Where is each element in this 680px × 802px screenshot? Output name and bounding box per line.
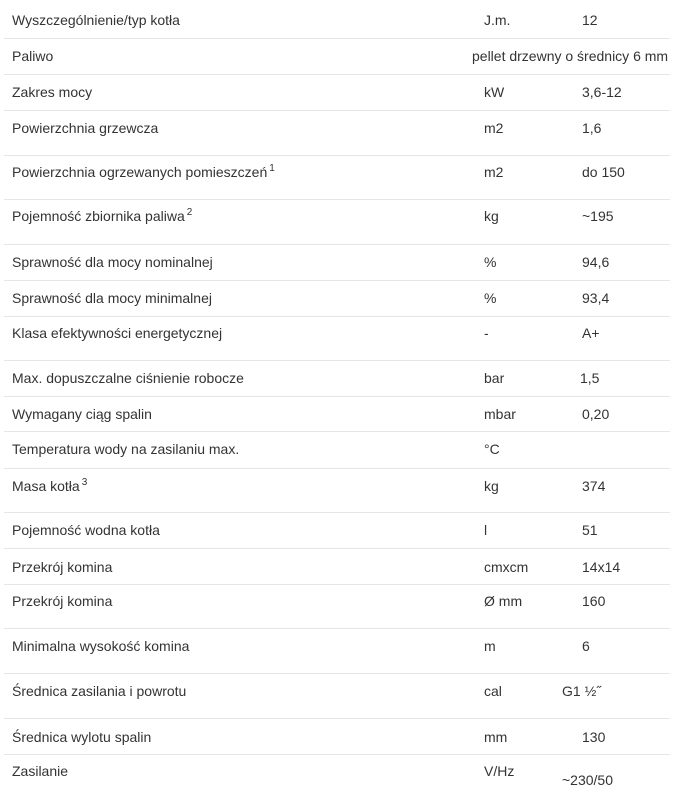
row-label [12,522,160,538]
row-divider [4,584,670,585]
row-value: A+ [582,325,600,341]
row-unit: l [484,522,488,538]
row-divider [4,468,670,469]
row-divider [4,431,670,432]
row-unit: m2 [484,120,504,136]
row-label [12,208,192,224]
label-text: Pojemność wodna kotła [12,522,160,538]
footnote-marker: 2 [186,207,193,218]
label-text: Temperatura wody na zasilaniu max. [12,441,240,457]
label-text: Powierzchnia grzewcza [12,120,159,136]
row-unit: V/Hz [484,763,515,779]
label-text: Sprawność dla mocy nominalnej [12,254,213,270]
label-text: Masa kotła [12,478,80,494]
row-value: 374 [582,478,606,494]
row-unit: bar [484,370,505,386]
row-label [12,406,152,422]
footnote-marker: 3 [81,477,88,488]
row-value: 160 [582,593,606,609]
row-value: 94,6 [582,254,610,270]
row-label [12,763,68,779]
row-divider [4,673,670,674]
label-text: Minimalna wysokość komina [12,638,190,654]
row-divider [4,360,670,361]
row-label [12,370,244,386]
row-unit: m2 [484,164,504,180]
row-value: 51 [582,522,598,538]
row-unit: J.m. [484,12,511,28]
row-label [12,638,189,654]
row-value: 93,4 [582,290,610,306]
row-unit: % [484,254,497,270]
row-unit: kg [484,208,499,224]
label-text: Paliwo [12,48,54,64]
row-divider [4,718,670,719]
row-unit: - [484,325,489,341]
row-value: 12 [582,12,598,28]
row-label [12,84,92,100]
row-value: pellet drzewny o średnicy 6 mm [472,48,669,64]
label-text: Przekrój komina [12,593,113,609]
label-text: Klasa efektywności energetycznej [12,325,223,341]
row-divider [4,74,670,75]
row-unit: % [484,290,497,306]
row-divider [4,280,670,281]
label-text: Zakres mocy [12,84,93,100]
label-text: Średnica zasilania i powrotu [12,683,187,699]
row-divider [4,512,670,513]
row-label [12,478,87,494]
row-unit: m [484,638,496,654]
row-unit: kW [484,84,505,100]
row-label [12,441,239,457]
row-unit: mm [484,729,508,745]
label-text: Max. dopuszczalne ciśnienie robocze [12,370,244,386]
row-value: 1,6 [582,120,602,136]
row-label [12,12,180,28]
label-text: Zasilanie [12,763,69,779]
row-unit: °C [484,441,500,457]
row-value: 1,5 [580,370,600,386]
row-value: do 150 [582,164,625,180]
row-label [12,254,213,270]
row-label [12,48,53,64]
row-unit: kg [484,478,499,494]
row-divider [4,396,670,397]
label-text: Wyszczególnienie/typ kotła [12,12,180,28]
row-value: 6 [582,638,590,654]
row-label [12,559,112,575]
row-label [12,729,151,745]
row-value: 14x14 [582,559,621,575]
row-divider [4,548,670,549]
footnote-marker: 1 [269,163,275,174]
row-divider [4,155,670,156]
row-unit: cmxcm [484,559,529,575]
label-text: Powierzchnia ogrzewanych pomieszczeń [12,164,268,180]
row-value: ~230/50 [562,772,613,788]
row-value: 130 [582,729,606,745]
label-text: Wymagany ciąg spalin [12,406,152,422]
row-label [12,120,158,136]
label-text: Sprawność dla mocy minimalnej [12,290,212,306]
label-text: Średnica wylotu spalin [12,729,152,745]
row-label [12,290,212,306]
row-divider [4,38,670,39]
label-text: Przekrój komina [12,559,113,575]
row-label [12,593,112,609]
row-unit: cal [484,683,502,699]
row-value: 0,20 [582,406,610,422]
row-divider [4,316,670,317]
row-divider [4,754,670,755]
row-label [12,683,186,699]
row-label [12,325,222,341]
row-value: G1 ½˝ [562,683,601,699]
row-divider [4,110,670,111]
label-text: Pojemność zbiornika paliwa [12,208,185,224]
row-divider [4,244,670,245]
row-unit: mbar [484,406,516,422]
row-label [12,164,275,180]
row-unit: Ø mm [484,593,523,609]
row-value: 3,6-12 [582,84,622,100]
row-value: ~195 [582,208,614,224]
row-divider [4,199,670,200]
row-divider [4,628,670,629]
